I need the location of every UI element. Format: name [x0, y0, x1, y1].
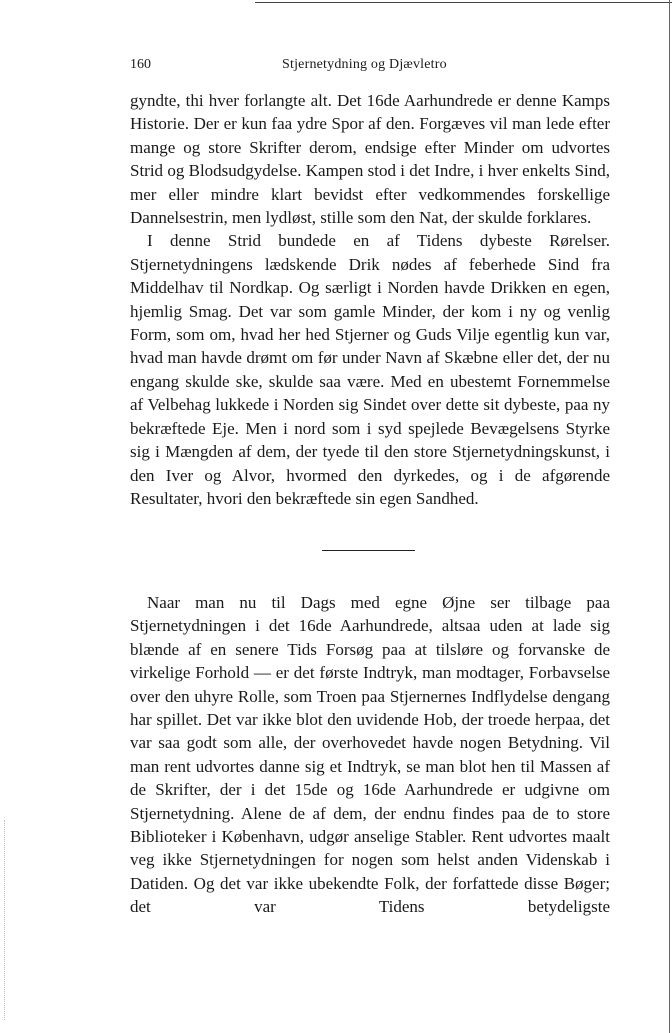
page-number: 160 — [130, 57, 151, 72]
text-block-lower — [130, 591, 610, 919]
paragraph: gyndte, thi hver forlangte alt. Det 16de Aarhundrede er denne Kamps Historie. Der er kun faa ydre Spor af den. Forgæves vil man lede efter mange og store Skrifter derom, endsige efter Minder om udvortes Strid og Blodsudgydelse. Kampen stod i det Indre, i hver enkelts Sind, mer eller mindre klart bevidst efter vedkommendes forskellige Dannelsestrin, men lydløst, stille som den Nat, der skulde forklares. — [130, 91, 610, 228]
running-title: Stjernetydning og Djævletro — [282, 57, 447, 72]
scan-edge-top — [255, 2, 672, 3]
scan-edge-left — [4, 820, 6, 1020]
paragraph: I denne Strid bundede en af Tidens dybeste Rørelser. Stjernetydningens lædskende Drik nødes af feberhede Sind fra Middelhav til Nordkap. Og særligt i Norden havde Drikken en egen, hjemlig Smag. Det var som gamle Minder, der kom i ny og venlig Form, som om, hvad her hed Stjerner og Guds Vilje egentlig kun var, hvad man havde drømt om før under Navn af Skæbne eller det, der nu engang skulde ske, skulde saa være. Med en ubestemt Fornemmelse af Velbehag lukkede i Norden sig Sindet over dette sit dybeste, paa ny bekræftede Eje. Men i nord som i syd spejlede Bevægelsens Styrke sig i Mængden af dem, der tyede til den store Stjernetydningskunst, i den Iver og Alvor, hvormed den dyrkedes, og i de afgørende Resultater, hvori den bekræftede sin egen Sandhed. — [130, 231, 610, 508]
section-divider — [322, 550, 415, 551]
paragraph: Naar man nu til Dags med egne Øjne ser tilbage paa Stjernetydningen i det 16de Aarhundrede, altsaa uden at lade sig blænde af en senere Tids Forsøg paa at tilsløre og forvanske de virkelige Forhold — er det første Indtryk, man modtager, Forbavselse over den uhyre Rolle, som Troen paa Stjernernes Indflydelse dengang har spillet. Det var ikke blot den uvidende Hob, der troede herpaa, det var saa godt som alle, der overhovedet havde nogen Betydning. Vil man rent udvortes danne sig et Indtryk, se man blot hen til Massen af de Skrifter, der i det 15de og 16de Aarhundrede er udgivne om Stjernetydning. Alene de af dem, der endnu findes paa de to store Biblioteker i København, udgør anselige Stabler. Rent udvortes maalt veg ikke Stjernetydningen for nogen som helst anden Videnskab i Datiden. Og det var ikke ubekendte Folk, der forfattede disse Bøger; det var Tidens betydeligste — [130, 593, 610, 917]
scan-edge-right — [669, 0, 670, 1033]
text-block-upper — [130, 89, 610, 510]
